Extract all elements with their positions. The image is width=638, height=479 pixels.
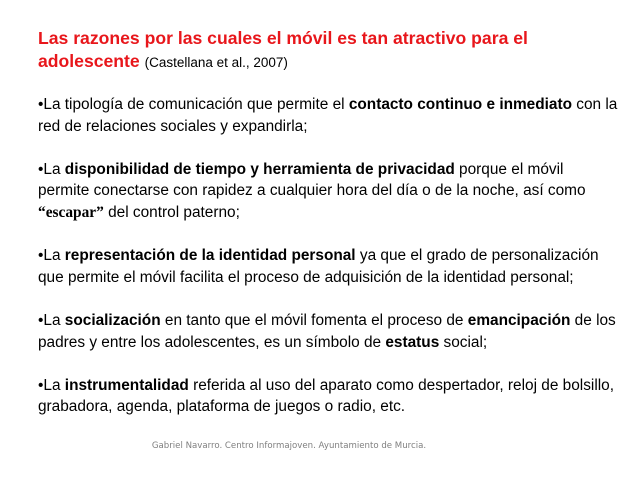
paragraph-text: •La — [38, 376, 65, 394]
paragraph-text: social; — [439, 333, 488, 351]
paragraph-bold: emancipación — [467, 311, 571, 329]
paragraph-bold: estatus — [385, 333, 440, 351]
paragraph-bold: disponibilidad de tiempo y herramienta de privacidad — [64, 160, 455, 178]
paragraph-quote: “escapar” — [38, 203, 104, 221]
paragraph-text: porque el móvil permite conectarse con rapidez a cualquier hora del día o de la noche, así como — [38, 160, 586, 200]
slide-title — [38, 27, 618, 74]
title-main: Las razones por las cuales el móvil es tan atractivo para el adolescente — [38, 28, 528, 71]
slide-body — [38, 94, 618, 440]
reason-paragraph-communication — [38, 94, 618, 137]
paragraph-text: referida al uso del aparato como despertador, reloj de bolsillo, grabadora, agenda, plataforma de juegos o radio, etc. — [38, 376, 615, 416]
paragraph-text: •La — [38, 160, 65, 178]
reason-paragraph-availability — [38, 159, 618, 224]
reason-paragraph-identity — [38, 245, 618, 288]
title-citation: (Castellana et al., 2007) — [144, 55, 288, 70]
paragraph-bold: instrumentalidad — [64, 376, 189, 394]
paragraph-text: ya que el grado de personalización que permite el móvil facilita el proceso de adquisición de la identidad personal; — [38, 247, 599, 286]
paragraph-bold: contacto continuo e inmediato — [348, 96, 572, 113]
paragraph-text: •La tipología de comunicación que permite el — [38, 96, 349, 113]
paragraph-bold: socialización — [64, 311, 161, 329]
reason-paragraph-socialization — [38, 310, 618, 353]
paragraph-text: •La — [38, 247, 65, 265]
paragraph-text: en tanto que el móvil fomenta el proceso de — [160, 311, 468, 329]
slide-footer: Gabriel Navarro. Centro Informajoven. Ayuntamiento de Murcia. — [151, 441, 427, 451]
paragraph-text: de los padres y entre los adolescentes, es un símbolo de — [38, 311, 616, 351]
paragraph-text: del control paterno; — [103, 203, 240, 221]
paragraph-bold: representación de la identidad personal — [64, 247, 356, 265]
paragraph-text: con la red de relaciones sociales y expandirla; — [38, 96, 618, 135]
reason-paragraph-instrumentality — [38, 375, 618, 418]
paragraph-text: •La — [38, 311, 65, 329]
